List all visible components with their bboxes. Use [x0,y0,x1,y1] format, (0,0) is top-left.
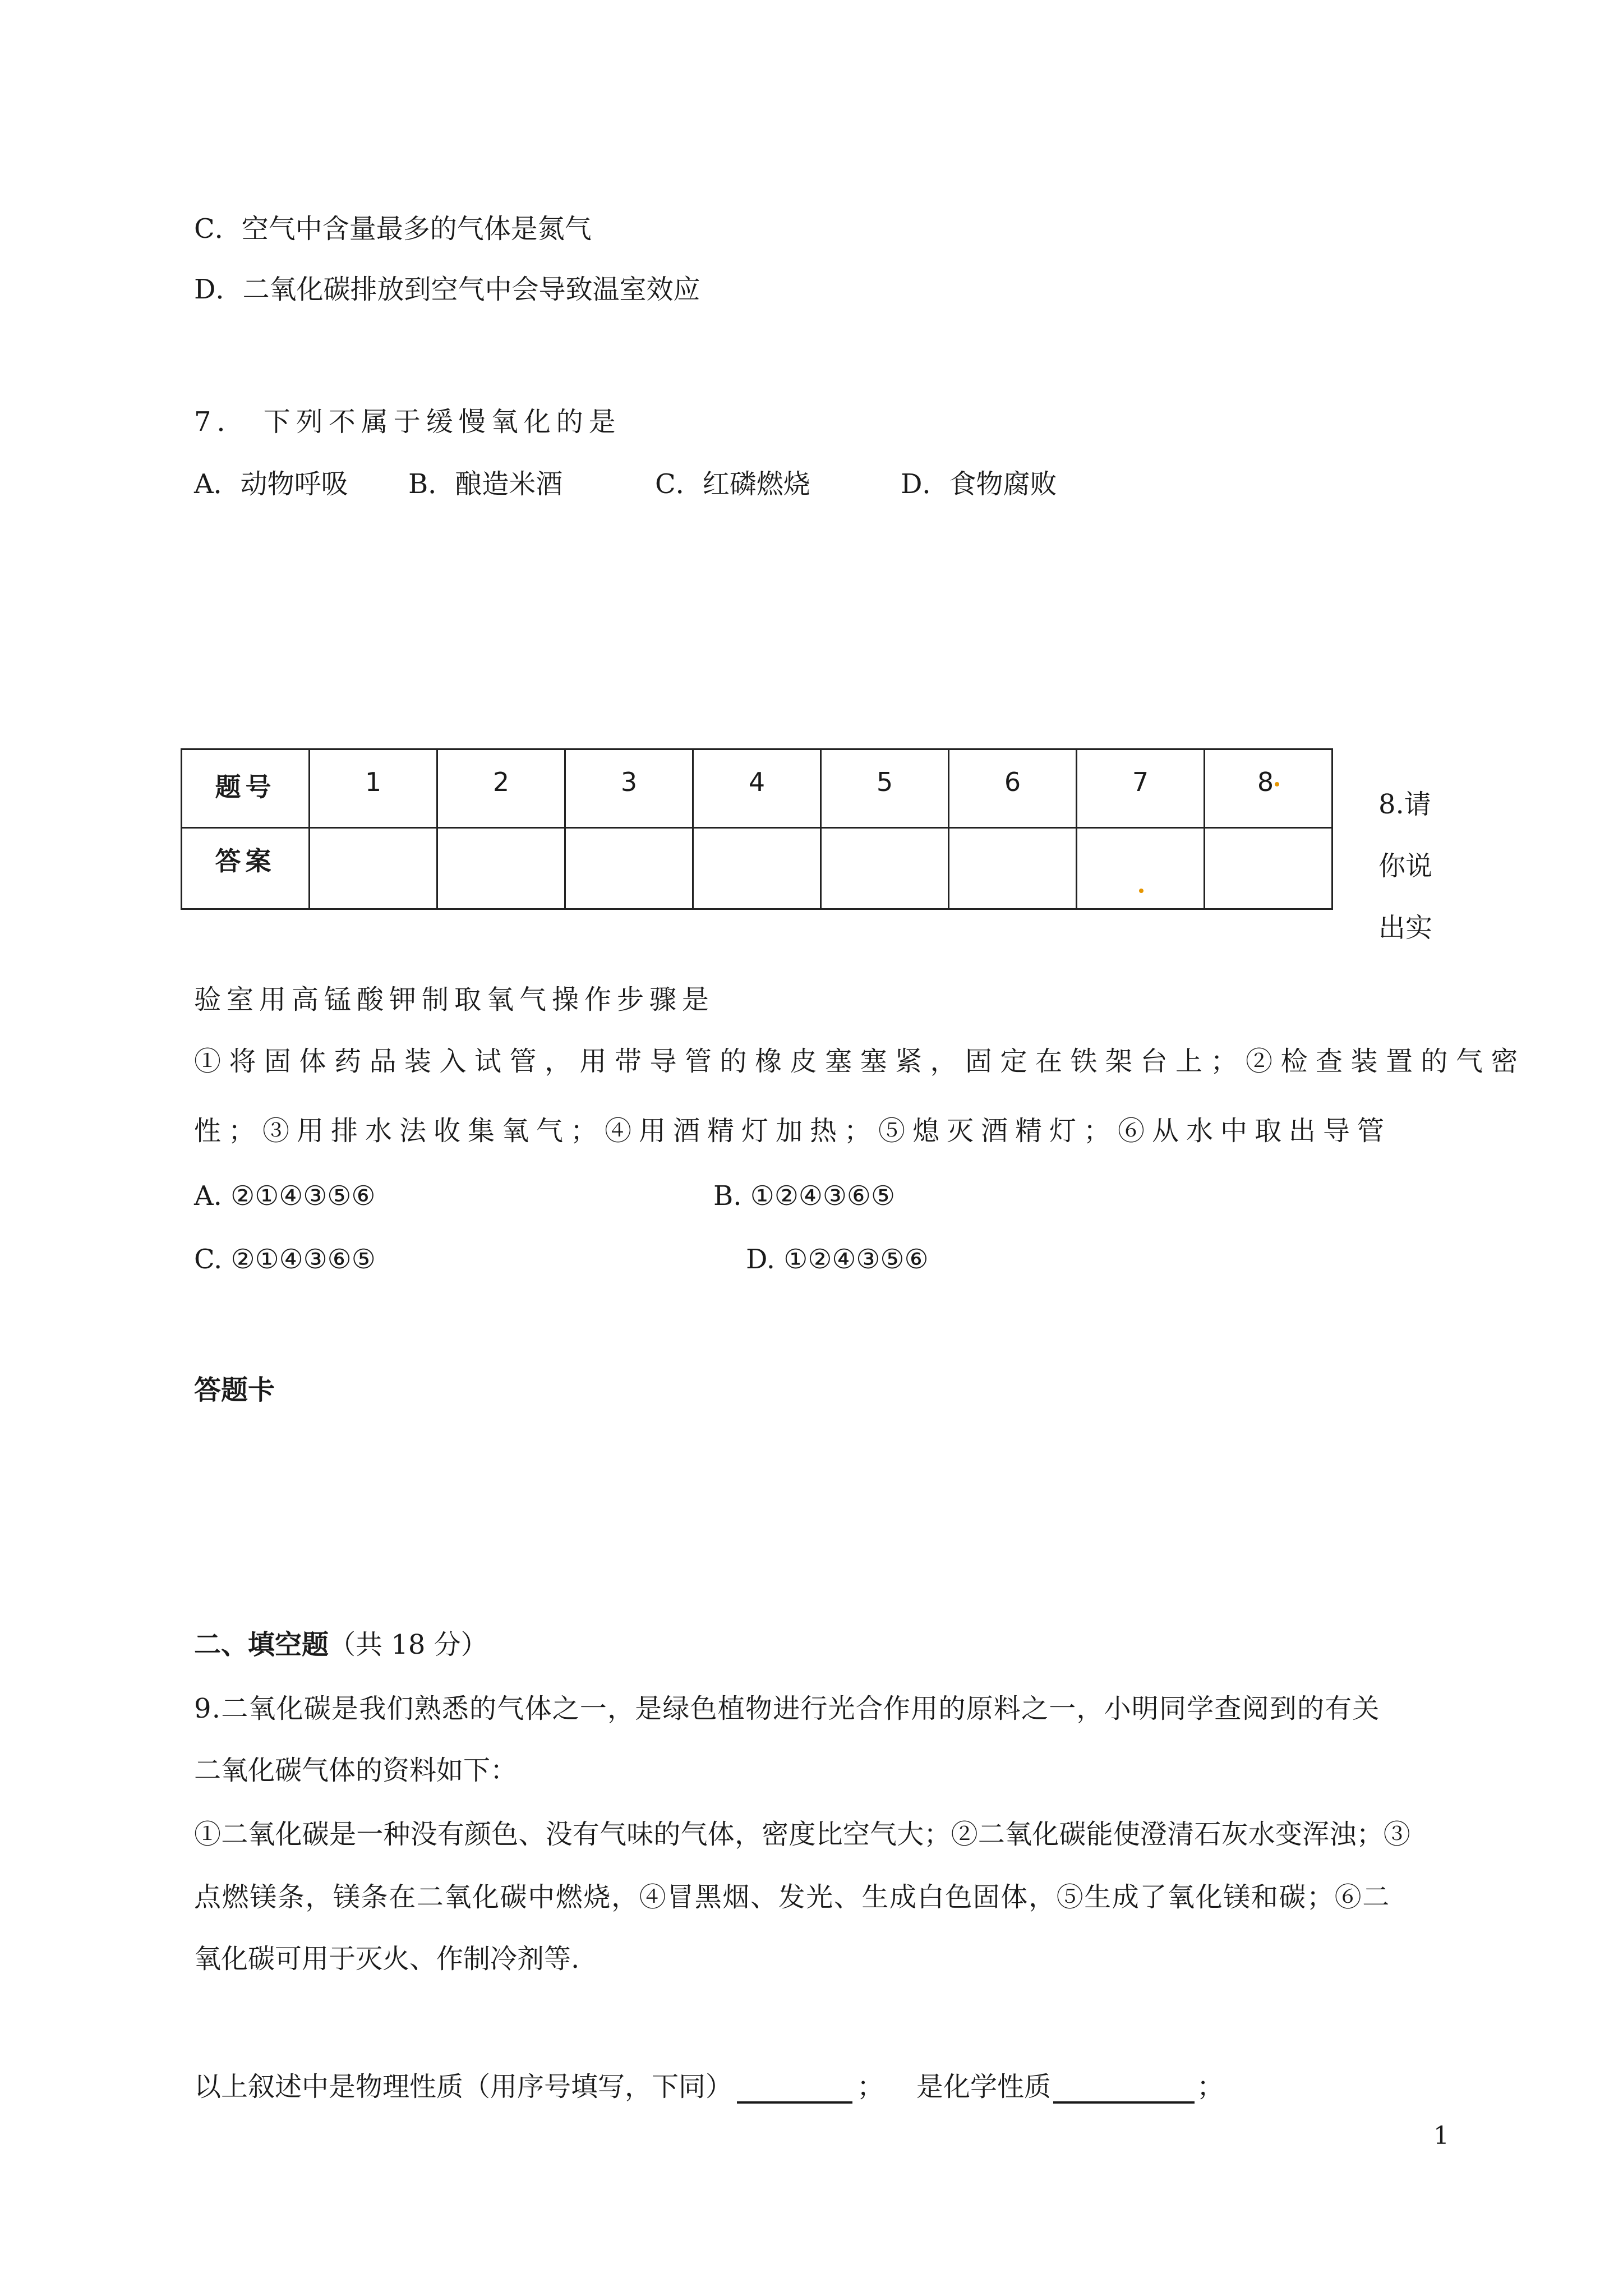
q9-fill-end: ； [1197,2071,1224,2102]
q7-option-a: A．动物呼吸 [194,468,348,500]
q8-option-c: C. ②①④③⑥⑤ [194,1244,376,1275]
answer-table-number-row [182,749,1332,828]
section-2-score: （共 18 分） [329,1629,488,1660]
table-number-5: 5 [821,749,949,828]
q7-option-d: D．食物腐败 [901,468,1057,500]
answer-table-answer-row [182,828,1332,909]
q9-line-2: 二氧化碳气体的资料如下： [194,1755,518,1786]
q8-stem: 验室用高锰酸钾制取氧气操作步骤是 [194,984,715,1015]
table-number-6: 6 [949,749,1077,828]
q8-option-a: A. ②①④③⑤⑥ [194,1180,376,1212]
table-number-3: 3 [565,749,693,828]
q8-steps-line-2: 性；③用排水法收集氧气；④用酒精灯加热；⑤熄灭酒精灯；⑥从水中取出导管 [194,1115,1392,1147]
q9-line-4: 点燃镁条，镁条在二氧化碳中燃烧，④冒黑烟、发光、生成白色固体，⑤生成了氧化镁和碳；⑥二 [194,1881,1390,1913]
answer-cell-6[interactable] [949,828,1077,909]
q7-stem: 7． 下列不属于缓慢氧化的是 [194,406,621,438]
table-number-8-cell [1205,749,1332,828]
answer-cell-2[interactable] [437,828,565,909]
dot-mark [1139,889,1144,893]
q8-stem-side-1: 8.请 [1378,789,1431,820]
physical-property-blank[interactable] [737,2072,852,2104]
q8-stem-side-3: 出实 [1378,912,1433,944]
answer-cell-1[interactable] [310,828,437,909]
q9-fill-prompt-2: 是化学性质 [916,2071,1052,2102]
section-2-title: 二、填空题 [194,1629,329,1660]
q9-fill-line [194,2070,1224,2104]
chemical-property-blank[interactable] [1053,2072,1195,2104]
table-header-answer: 答案 [182,828,310,909]
q6-option-c: C．空气中含量最多的气体是氮气 [194,213,592,245]
q9-line-3: ①二氧化碳是一种没有颜色、没有气味的气体，密度比空气大；②二氧化碳能使澄清石灰水变浑浊；③ [194,1819,1411,1850]
page-number: 1 [1433,2122,1449,2150]
table-header-question-number: 题号 [182,749,310,828]
table-number-4: 4 [693,749,821,828]
q8-option-d: D. ①②④③⑤⑥ [746,1244,929,1275]
q9-line-5: 氧化碳可用于灭火、作制冷剂等. [194,1943,580,1975]
q6-option-d: D．二氧化碳排放到空气中会导致温室效应 [194,274,700,305]
q8-option-b: B. ①②④③⑥⑤ [713,1180,895,1212]
answer-cell-5[interactable] [821,828,949,909]
table-number-1: 1 [310,749,437,828]
table-number-2: 2 [437,749,565,828]
q9-line-1: 9.二氧化碳是我们熟悉的气体之一，是绿色植物进行光合作用的原料之一，小明同学查阅到的有关 [194,1693,1380,1724]
table-number-7: 7 [1077,749,1205,828]
answer-cell-7[interactable] [1077,828,1205,909]
q7-option-b: B．酿造米酒 [408,468,563,500]
answer-cell-8[interactable] [1205,828,1332,909]
q7-option-c: C．红磷燃烧 [655,468,810,500]
dot-mark [1275,782,1279,786]
answer-cell-4[interactable] [693,828,821,909]
answer-cell-3[interactable] [565,828,693,909]
section-2-heading [194,1628,488,1662]
q8-steps-line-1: ①将固体药品装入试管，用带导管的橡皮塞塞紧，固定在铁架台上；②检查装置的气密 [194,1046,1527,1077]
answer-card-label: 答题卡 [194,1374,275,1406]
q9-fill-prompt-1: 以上叙述中是物理性质（用序号填写，下同） [194,2071,733,2102]
q8-stem-side-2: 你说 [1378,850,1433,882]
answer-table [181,748,1333,910]
table-number-8: 8 [1257,767,1274,797]
q9-fill-separator: ； [857,2071,884,2102]
